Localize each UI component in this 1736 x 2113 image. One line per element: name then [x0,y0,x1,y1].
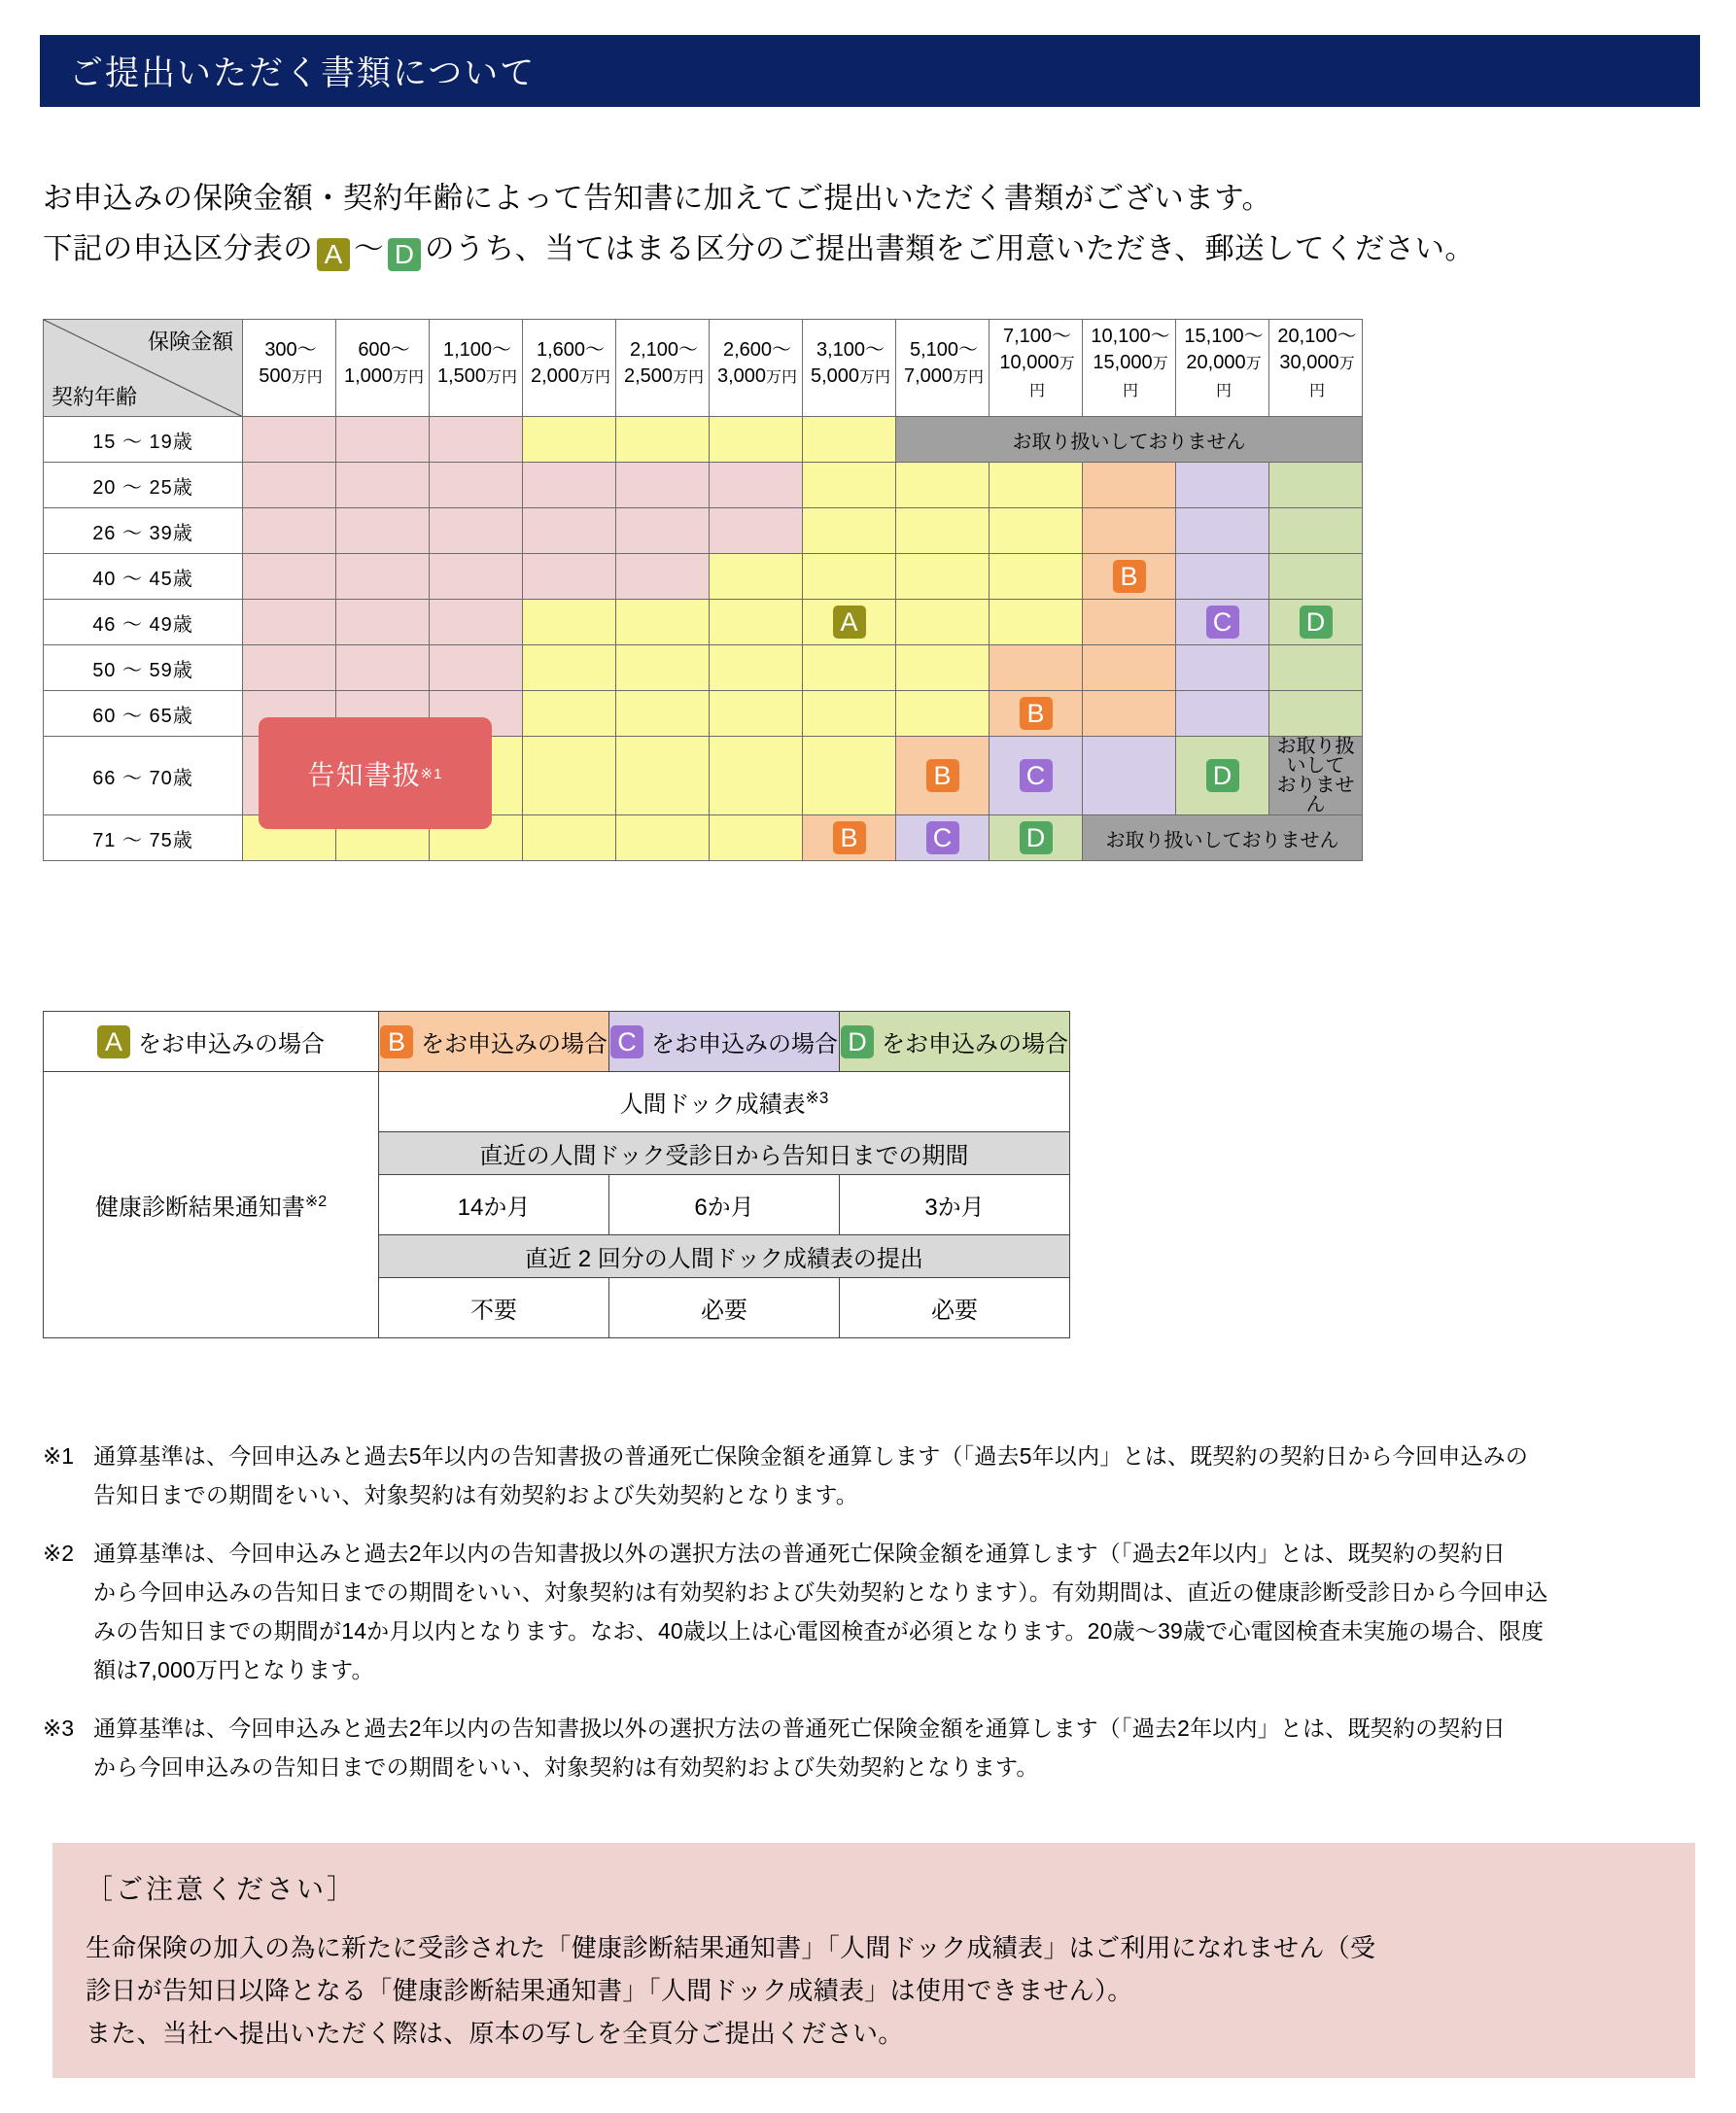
intro-line-2-prefix: 下記の申込区分表の [43,232,314,265]
footnote-1 [43,1437,1695,1514]
period-value-b: 14か月 [379,1175,609,1235]
intro-line-1: お申込みの保険金額・契約年齢によって告知書に加えてご提出いただく書類がございます。 [43,182,1272,215]
footnote-2-body [93,1534,1548,1689]
amount-bottom: 7,000 [903,365,954,387]
cell [1176,691,1269,737]
table-row [44,554,1363,600]
age-label-0: 15 〜 19歳 [44,417,243,463]
amount-bottom: 15,000 [1093,352,1153,373]
amount-top: 600〜 [358,339,410,361]
age-label-1: 20 〜 25歳 [44,463,243,508]
amount-bottom: 1,000 [343,365,394,387]
age-label-5: 50 〜 59歳 [44,645,243,691]
footnote-2-mark: ※2 [43,1541,75,1566]
intro-text [43,173,1695,274]
table-row [44,417,1363,463]
requirements-header-row [44,1012,1070,1072]
badge-a: A [97,1025,130,1058]
cell [1083,691,1176,737]
cell [710,554,803,600]
cell [523,463,616,508]
page-header [40,35,1700,107]
cell [710,691,803,737]
amount-top: 1,100〜 [442,339,512,361]
application-category-table [43,319,1363,861]
cell [990,508,1083,554]
amount-unit: 万円 [1308,356,1355,399]
cell [710,645,803,691]
cell [336,645,430,691]
cell [616,417,710,463]
age-label-2: 26 〜 39歳 [44,508,243,554]
amount-unit: 万円 [766,369,798,386]
age-label-6: 60 〜 65歳 [44,691,243,737]
cell [1083,508,1176,554]
cell-badge-d [1176,737,1269,815]
legend-header-d-text: をお申込みの場合 [882,1031,1068,1057]
footnotes [43,1437,1695,1806]
footnote-3-line-2: から今回申込みの告知日までの期間をいい、対象契約は有効契約および失効契約となります。 [93,1754,1039,1780]
cell [523,600,616,645]
caution-line-1: 生命保険の加入の為に新たに受診された「健康診断結果通知書」「人間ドック成績表」はご利用になれません（受 [86,1933,1376,1962]
cell [616,737,710,815]
caution-title: ［ご注意ください］ [86,1874,358,1904]
cell-badge-d [1269,600,1363,645]
amount-col-2 [430,320,523,417]
amount-bottom: 2,500 [623,365,674,387]
age-label-8: 71 〜 75歳 [44,815,243,861]
badge-c: C [1020,759,1053,792]
amount-unit: 万円 [393,369,425,386]
cell-badge-b [896,737,990,815]
amount-top: 2,600〜 [722,339,792,361]
intro-line-2-suffix: のうち、当てはまる区分のご提出書類をご用意いただき、郵送してください。 [425,232,1476,265]
badge-c: C [610,1025,643,1058]
cell-badge-c [896,815,990,861]
cell-badge-c [990,737,1083,815]
cell [336,508,430,554]
cell [1269,463,1363,508]
cell [523,645,616,691]
dock-note: ※3 [805,1089,829,1107]
na-line-2: おりません [1276,775,1355,815]
not-available-cell: お取り扱いしておりません [1083,815,1363,861]
amount-col-1 [336,320,430,417]
submission-value-b: 不要 [379,1278,609,1338]
cell [896,463,990,508]
corner-label-age: 契約年齢 [52,385,138,409]
cell [430,508,523,554]
cell [896,691,990,737]
badge-b: B [926,759,959,792]
cell [803,508,896,554]
cell [336,600,430,645]
amount-top: 7,100〜 [1002,326,1072,347]
cell [336,417,430,463]
table-row [44,600,1363,645]
cell [803,691,896,737]
amount-col-7 [896,320,990,417]
cell [616,645,710,691]
footnote-3 [43,1709,1695,1786]
amount-col-0 [243,320,336,417]
cell [1083,737,1176,815]
submission-value-c: 必要 [609,1278,840,1338]
cell [803,417,896,463]
requirements-row-dock-title [44,1072,1070,1132]
footnote-3-body [93,1709,1506,1786]
badge-b: B [1113,560,1146,593]
amount-bottom: 10,000 [999,352,1059,373]
page-title: ご提出いただく書類について [69,54,537,92]
kokuchisho-overlay-label [259,717,492,829]
badge-b: B [1020,697,1053,730]
cell [336,463,430,508]
cell-badge-b [1083,554,1176,600]
health-check-note: ※2 [304,1194,328,1210]
cell [430,463,523,508]
cell [523,554,616,600]
amount-top: 1,600〜 [536,339,606,361]
badge-a: A [833,606,866,639]
cell [616,463,710,508]
cell [616,691,710,737]
not-available-cell-small [1269,737,1363,815]
footnote-2-line-3: みの告知日までの期間が14か月以内となります。なお、40歳以上は心電図検査が必須となります。20歳〜39歳で心電図検査未実施の場合、限度 [93,1618,1545,1644]
submission-value-d: 必要 [840,1278,1070,1338]
not-available-cell: お取り扱いしておりません [896,417,1363,463]
cell [803,463,896,508]
footnote-1-line-2: 告知日までの期間をいい、対象契約は有効契約および失効契約となります。 [93,1482,858,1507]
cell [616,508,710,554]
amount-unit: 万円 [1122,356,1168,399]
cell [523,508,616,554]
cell [710,600,803,645]
cell [896,600,990,645]
amount-unit: 万円 [673,369,705,386]
amount-top: 15,100〜 [1184,326,1264,347]
cell [1269,691,1363,737]
amount-bottom: 5,000 [810,365,860,387]
cell [896,508,990,554]
cell [1083,463,1176,508]
intro-range-tilde: 〜 [354,232,385,265]
cell [710,508,803,554]
cell [990,554,1083,600]
requirements-table-wrapper [43,1011,1070,1338]
amount-col-11 [1269,320,1363,417]
period-header-cell: 直近の人間ドック受診日から告知日までの期間 [379,1132,1070,1175]
legend-header-a-text: をお申込みの場合 [138,1031,325,1057]
cell [803,737,896,815]
intro-line-2 [43,224,1695,274]
footnote-2-line-4: 額は7,000万円となります。 [93,1657,374,1682]
cell [243,417,336,463]
legend-header-b [379,1012,609,1072]
cell [1269,645,1363,691]
footnote-2 [43,1534,1695,1689]
amount-col-5 [710,320,803,417]
cell [896,645,990,691]
application-category-table-wrapper [43,319,1363,861]
requirements-table [43,1011,1070,1338]
corner-label-amount: 保険金額 [147,329,233,354]
cell [1269,554,1363,600]
caution-box [52,1843,1695,2078]
health-check-label-cell [44,1072,379,1338]
amount-col-3 [523,320,616,417]
legend-header-a [44,1012,379,1072]
cell [243,463,336,508]
amount-top: 2,100〜 [629,339,699,361]
amount-col-10 [1176,320,1269,417]
amount-unit: 万円 [291,369,323,386]
table-row [44,508,1363,554]
cell [710,737,803,815]
badge-b: B [380,1025,413,1058]
cell-badge-a [803,600,896,645]
health-check-label: 健康診断結果通知書 [94,1195,305,1221]
cell [430,645,523,691]
footnote-1-line-1: 通算基準は、今回申込みと過去5年以内の告知書扱の普通死亡保険金額を通算します（「過去5年以内」とは、既契約の契約日から今回申込みの [93,1443,1529,1469]
kokuchisho-text: 告知書扱 [307,759,421,790]
corner-header-cell [44,320,243,417]
amount-top: 10,100〜 [1091,326,1170,347]
amount-bottom: 500 [259,365,292,387]
legend-header-d [840,1012,1070,1072]
cell [243,554,336,600]
table-row [44,645,1363,691]
cell [710,815,803,861]
cell [1083,645,1176,691]
footnote-1-body [93,1437,1528,1514]
cell [430,600,523,645]
legend-header-c [609,1012,840,1072]
cell [243,645,336,691]
table-header-row [44,320,1363,417]
amount-col-4 [616,320,710,417]
caution-line-2: 診日が告知日以降となる「健康診断結果通知書」「人間ドック成績表」は使用できません）。 [86,1976,1133,2005]
amount-top: 5,100〜 [909,339,979,361]
footnote-1-mark: ※1 [43,1443,75,1469]
table-row [44,737,1363,815]
dock-title: 人間ドック成績表 [619,1091,806,1118]
cell [1176,645,1269,691]
cell [990,463,1083,508]
amount-bottom: 2,000 [530,365,580,387]
badge-d: D [1300,606,1333,639]
amount-col-9 [1083,320,1176,417]
caution-line-3: また、当社へ提出いただく際は、原本の写しを全頁分ご提出ください。 [86,2019,904,2048]
footnote-3-mark: ※3 [43,1715,75,1741]
cell [1176,554,1269,600]
cell [523,417,616,463]
cell [990,600,1083,645]
cell [990,645,1083,691]
cell [243,600,336,645]
table-row [44,691,1363,737]
amount-unit: 万円 [1028,356,1075,399]
cell [616,815,710,861]
badge-c: C [1206,606,1239,639]
amount-top: 300〜 [264,339,317,361]
amount-top: 20,100〜 [1277,326,1357,347]
cell [243,508,336,554]
cell [616,554,710,600]
amount-bottom: 3,000 [716,365,767,387]
footnote-3-line-1: 通算基準は、今回申込みと過去2年以内の告知書扱以外の選択方法の普通死亡保険金額を通算します（「過去2年以内」とは、既契約の契約日 [93,1715,1506,1741]
cell [523,815,616,861]
cell [896,554,990,600]
dock-title-cell [379,1072,1070,1132]
age-label-4: 46 〜 49歳 [44,600,243,645]
cell [430,417,523,463]
period-value-c: 6か月 [609,1175,840,1235]
cell [616,600,710,645]
cell-badge-b [803,815,896,861]
cell [710,463,803,508]
badge-d: D [841,1025,874,1058]
cell-badge-c [1176,600,1269,645]
amount-top: 3,100〜 [816,339,885,361]
cell-badge-b [990,691,1083,737]
cell [803,554,896,600]
badge-b: B [833,821,866,854]
amount-bottom: 30,000 [1279,352,1339,373]
amount-col-8 [990,320,1083,417]
amount-bottom: 20,000 [1186,352,1246,373]
period-value-d: 3か月 [840,1175,1070,1235]
cell [1176,463,1269,508]
cell-badge-d [990,815,1083,861]
cell [1176,508,1269,554]
submission-header-cell: 直近 2 回分の人間ドック成績表の提出 [379,1235,1070,1278]
na-line-1: お取り扱いして [1276,736,1355,777]
age-label-7: 66 〜 70歳 [44,737,243,815]
badge-d-inline: D [388,238,421,271]
badge-d: D [1020,821,1053,854]
cell [803,645,896,691]
amount-col-6 [803,320,896,417]
amount-unit: 万円 [579,369,611,386]
legend-header-b-text: をお申込みの場合 [421,1031,608,1057]
cell [523,737,616,815]
cell [1269,508,1363,554]
amount-unit: 万円 [1215,356,1262,399]
cell [523,691,616,737]
cell [710,417,803,463]
amount-unit: 万円 [486,369,518,386]
cell [1083,600,1176,645]
amount-unit: 万円 [953,369,985,386]
cell [336,554,430,600]
amount-unit: 万円 [859,369,891,386]
footnote-2-line-2: から今回申込みの告知日までの期間をいい、対象契約は有効契約および失効契約となります）。有効期間は、直近の健康診断受診日から今回申込 [93,1579,1548,1605]
cell [430,554,523,600]
amount-bottom: 1,500 [436,365,487,387]
badge-a-inline: A [317,238,350,271]
legend-header-c-text: をお申込みの場合 [651,1031,838,1057]
age-label-3: 40 〜 45歳 [44,554,243,600]
kokuchisho-note: ※1 [420,765,443,782]
badge-d: D [1206,759,1239,792]
footnote-2-line-1: 通算基準は、今回申込みと過去2年以内の告知書扱以外の選択方法の普通死亡保険金額を通算します（「過去2年以内」とは、既契約の契約日 [93,1541,1506,1566]
table-row [44,463,1363,508]
table-row [44,815,1363,861]
badge-c: C [926,821,959,854]
